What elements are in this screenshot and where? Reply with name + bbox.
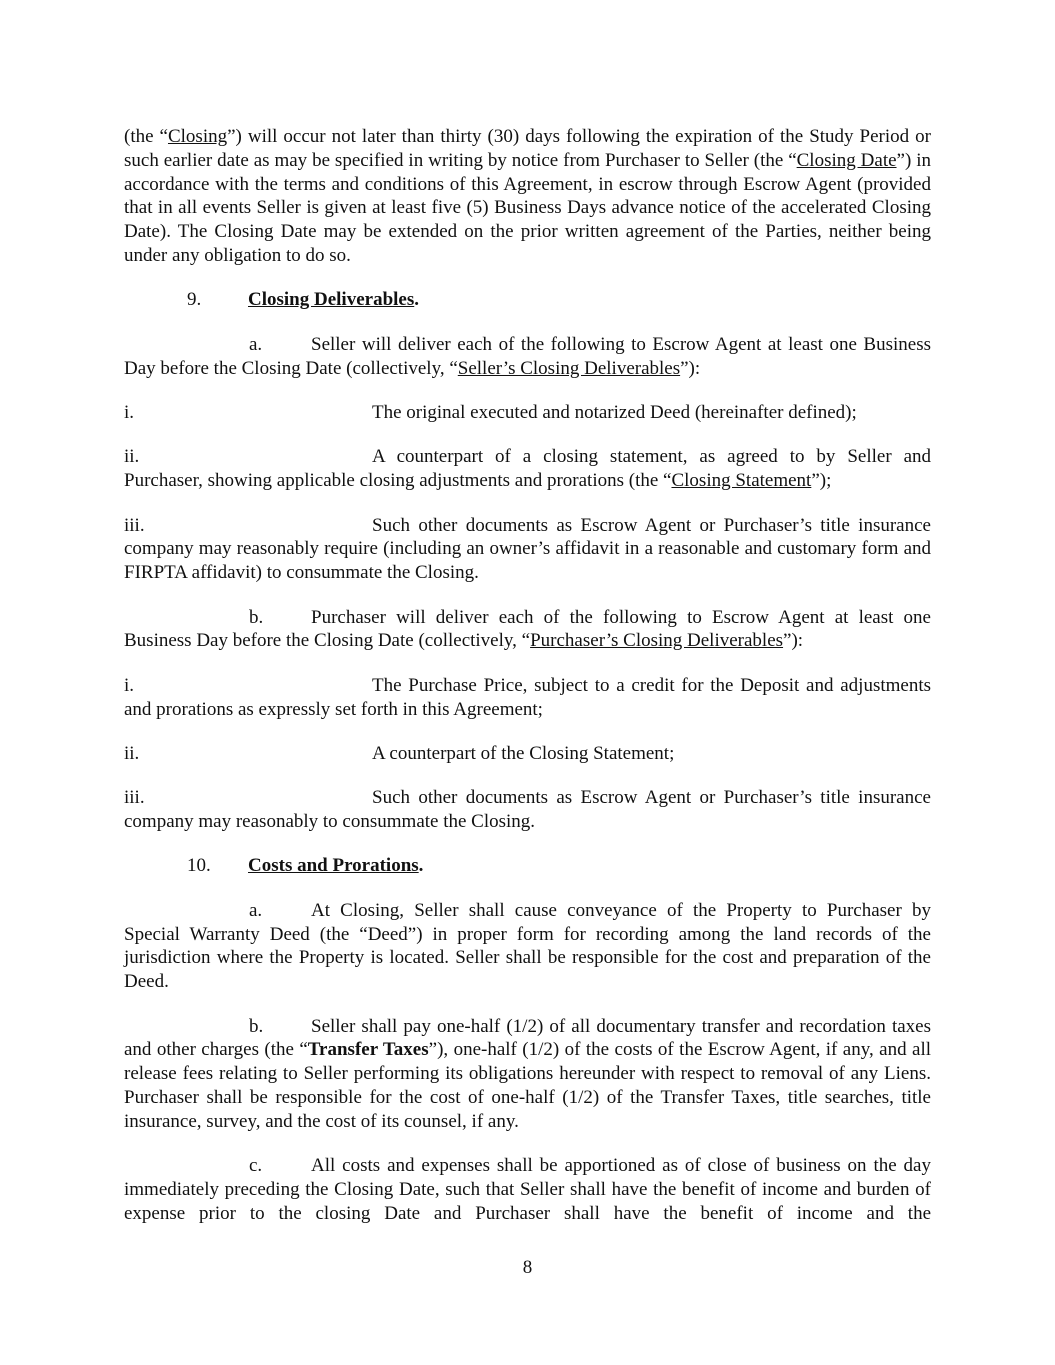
item-text: Such other documents as Escrow Agent or Purchaser’s title insurance company may reasonably require (including an owner’s affidavit in a reasonable and customary form and FIRPTA affidavit) to consummate the Closing. (124, 514, 931, 584)
defined-term-purchasers-closing-deliverables: Purchaser’s Closing Deliverables (530, 630, 784, 652)
section-10-heading (124, 854, 931, 878)
item-text: The original executed and notarized Deed (hereinafter defined); (372, 401, 857, 423)
item-mark: iii. (124, 514, 145, 536)
section-10-period: . (418, 855, 424, 877)
section-9a-item-ii (124, 445, 931, 493)
intro-text-3: ”) in accordance with the terms and conditions of this Agreement, in escrow through Escrow Agent (provided that in all events Seller is given at least five (5) Business Days advance notice of the accelerated Closing Date). The Closing Date may be extended on the prior written agreement of the Parties, neither being under any obligation to do so. (124, 149, 931, 266)
section-10a-text: At Closing, Seller shall cause conveyance of the Property to Purchaser by Special Warranty Deed (the “Deed”) in proper form for recording among the land records of the jurisdiction where the Property is located. Seller shall be responsible for the cost and preparation of the Deed. (124, 899, 931, 993)
defined-term-sellers-closing-deliverables: Seller’s Closing Deliverables (457, 357, 681, 379)
item-mark: i. (124, 401, 135, 423)
section-9b-item-ii (124, 742, 931, 766)
section-10b-paragraph (124, 1015, 931, 1134)
section-9a-mark: a. (249, 333, 263, 355)
intro-text-1: (the “ (124, 126, 168, 147)
page-number: 8 (522, 1257, 533, 1278)
section-10c-mark: c. (249, 1155, 263, 1177)
intro-paragraph (124, 125, 931, 268)
section-9b-text-2: ”): (783, 630, 804, 652)
section-10-title: Costs and Prorations (248, 855, 419, 877)
item-text-1: A counterpart of a closing statement, as agreed to by Seller and Purchaser, showing applicable closing adjustments and prorations (the “ (124, 446, 931, 492)
item-text: Such other documents as Escrow Agent or Purchaser’s title insurance company may reasonably to consummate the Closing. (124, 787, 931, 833)
section-10b-mark: b. (249, 1015, 264, 1037)
section-9a-item-iii (124, 514, 931, 585)
section-10a-mark: a. (249, 899, 263, 921)
section-9a-text-1: Seller will deliver each of the following to Escrow Agent at least one Business Day before the Closing Date (collectively, “ (124, 333, 931, 379)
item-mark: iii. (124, 787, 145, 809)
section-9-number: 9. (187, 289, 202, 311)
document-page (124, 125, 931, 1246)
section-9a-text-2: ”): (680, 357, 701, 379)
section-9a-paragraph (124, 333, 931, 381)
intro-text-2: ”) will occur not later than thirty (30) days following the expiration of the Study Period or such earlier date as may be specified in writing by notice from Purchaser to Seller (the “ (124, 126, 931, 171)
defined-term-closing: Closing (167, 126, 228, 147)
section-10c-text: All costs and expenses shall be apportioned as of close of business on the day immediately preceding the Closing Date, such that Seller shall have the benefit of income and burden of expense prior to the closing Date and Purchaser shall have the benefit of income and the (124, 1155, 931, 1224)
defined-term-transfer-taxes: Transfer Taxes (307, 1039, 429, 1061)
section-9-title: Closing Deliverables (248, 289, 415, 311)
section-9b-item-iii (124, 786, 931, 834)
section-9b-item-i (124, 674, 931, 722)
defined-term-closing-statement: Closing Statement (671, 470, 812, 492)
section-9-heading (124, 288, 931, 312)
item-mark: ii. (124, 742, 140, 764)
section-10b-text-2: ”), one-half (1/2) of the costs of the Escrow Agent, if any, and all release fees relating to Seller performing its obligations hereunder with respect to removal of any Liens. Purchaser shall be responsible for the cost of one-half (1/2) of the Transfer Taxes, title searches, title insurance, survey, and the cost of its counsel, if any. (124, 1039, 931, 1132)
section-10c-paragraph (124, 1154, 931, 1225)
section-9-period: . (414, 289, 419, 311)
section-9b-mark: b. (249, 606, 264, 628)
section-10a-paragraph (124, 899, 931, 994)
item-mark: ii. (124, 446, 140, 468)
defined-term-closing-date: Closing Date (796, 149, 897, 171)
section-10b-text-1: Seller shall pay one-half (1/2) of all documentary transfer and recordation taxes and other charges (the “ (124, 1015, 931, 1061)
item-mark: i. (124, 674, 135, 696)
item-text: A counterpart of the Closing Statement; (372, 742, 675, 764)
section-9a-item-i (124, 401, 931, 425)
section-9b-text-1: Purchaser will deliver each of the following to Escrow Agent at least one Business Day before the Closing Date (collectively, “ (124, 606, 931, 652)
item-text: The Purchase Price, subject to a credit for the Deposit and adjustments and prorations as expressly set forth in this Agreement; (124, 674, 931, 720)
section-9b-paragraph (124, 606, 931, 654)
section-10-number: 10. (187, 855, 211, 877)
item-text-2: ”); (811, 470, 832, 492)
